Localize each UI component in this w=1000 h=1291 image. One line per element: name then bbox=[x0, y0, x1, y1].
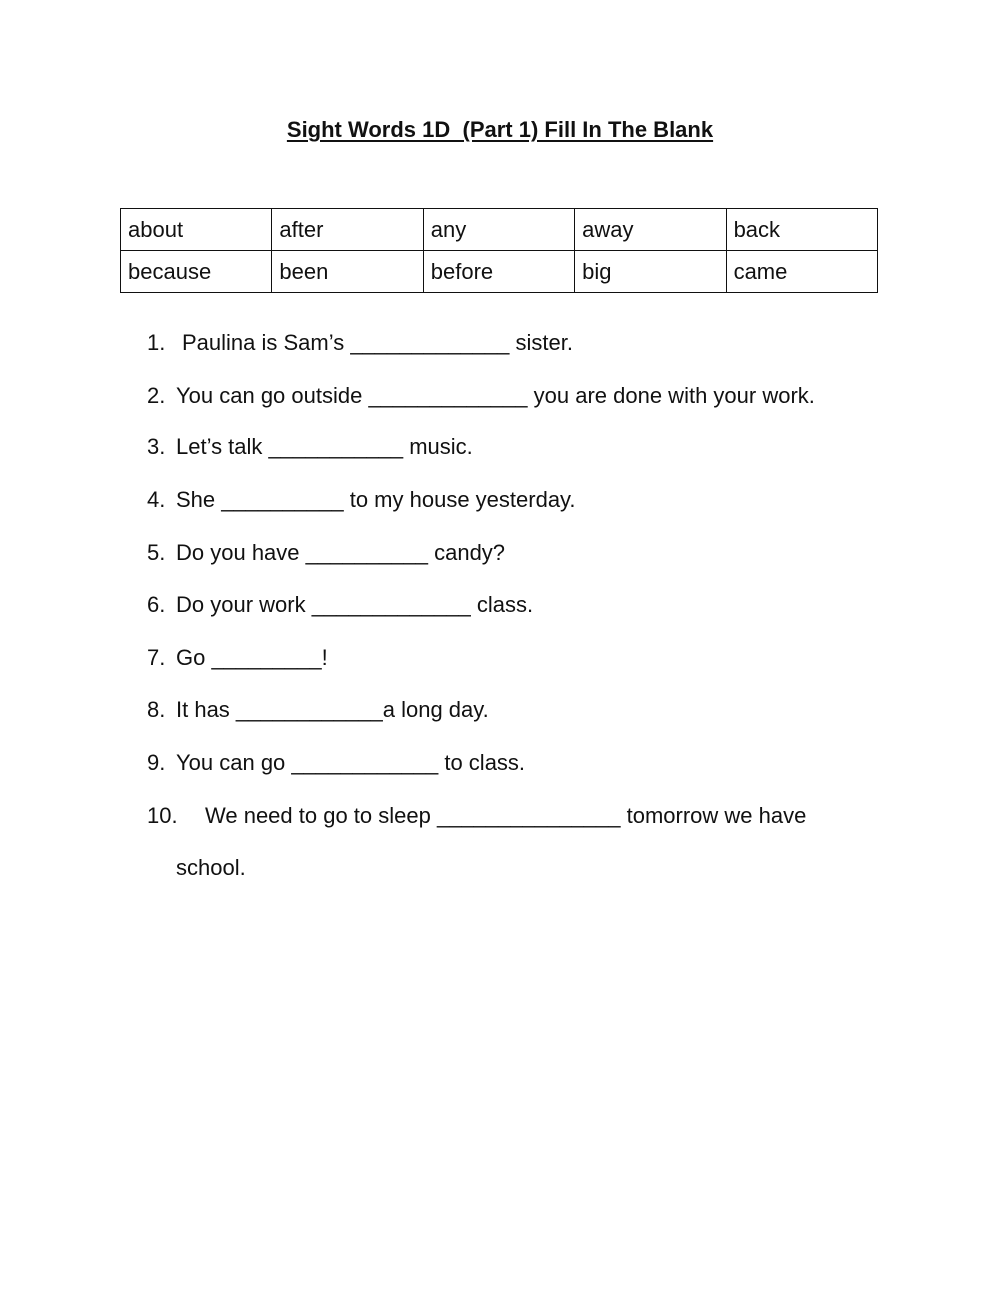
question-number: 7. bbox=[147, 645, 166, 670]
question-text: Paulina is Sam’s _____________ sister. bbox=[182, 330, 573, 355]
question-text: It has ____________a long day. bbox=[176, 697, 489, 722]
word-bank-cell: before bbox=[423, 251, 574, 293]
question-number: 1. bbox=[147, 330, 166, 355]
question-number: 3. bbox=[147, 434, 166, 459]
word-bank-cell: back bbox=[726, 209, 877, 251]
question-text-continuation: school. bbox=[176, 855, 246, 880]
question-number: 5. bbox=[147, 540, 166, 565]
word-bank-cell: about bbox=[121, 209, 272, 251]
question-number: 6. bbox=[147, 592, 166, 617]
word-bank-cell: came bbox=[726, 251, 877, 293]
question-text: We need to go to sleep _______________ tomorrow we have bbox=[205, 803, 807, 828]
question-text: She __________ to my house yesterday. bbox=[176, 487, 576, 512]
word-bank-cell: because bbox=[121, 251, 272, 293]
question-text: Let’s talk ___________ music. bbox=[176, 434, 473, 459]
question-10-continuation bbox=[0, 853, 246, 913]
word-bank-cell: any bbox=[423, 209, 574, 251]
word-bank-table bbox=[120, 208, 878, 293]
question-text: Do your work _____________ class. bbox=[176, 592, 534, 617]
question-text: You can go outside _____________ you are done with your work. bbox=[176, 383, 815, 408]
question-text: Do you have __________ candy? bbox=[176, 540, 506, 565]
word-bank-cell: away bbox=[575, 209, 726, 251]
word-bank-row bbox=[121, 209, 878, 251]
question-number: 8. bbox=[147, 697, 166, 722]
word-bank-cell: been bbox=[272, 251, 423, 293]
worksheet-title: Sight Words 1D (Part 1) Fill In The Blank bbox=[286, 117, 714, 142]
word-bank-cell: after bbox=[272, 209, 423, 251]
word-bank-cell: big bbox=[575, 251, 726, 293]
question-number: 10. bbox=[147, 803, 178, 828]
question-number: 2. bbox=[147, 383, 166, 408]
question-text: You can go ____________ to class. bbox=[176, 750, 526, 775]
word-bank-row bbox=[121, 251, 878, 293]
question-text: Go _________! bbox=[176, 645, 328, 670]
question-number: 4. bbox=[147, 487, 166, 512]
question-number: 9. bbox=[147, 750, 166, 775]
